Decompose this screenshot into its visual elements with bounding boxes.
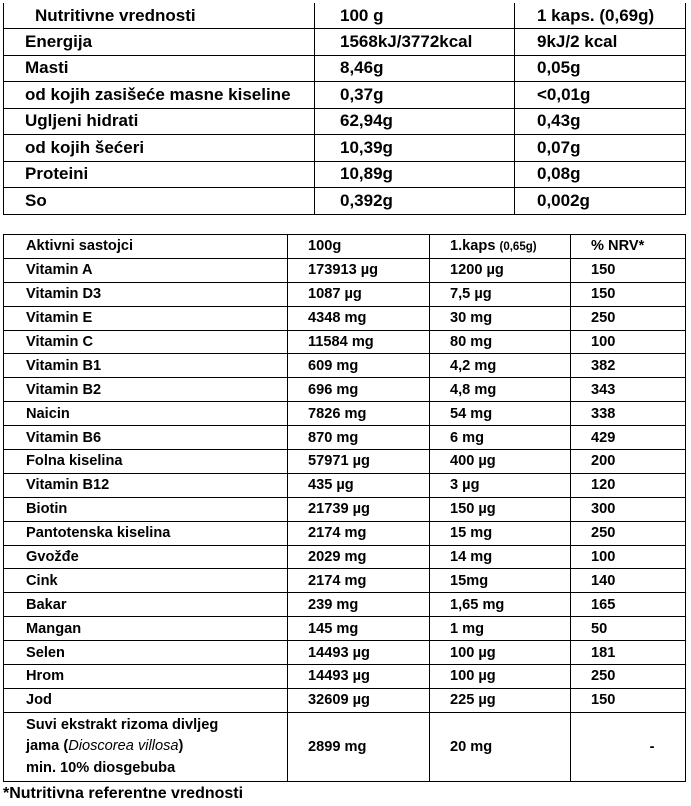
ingredient-nrv: 100 (571, 330, 686, 354)
extract-name-line3: min. 10% diosgebuba (26, 759, 176, 776)
nutrition-row (4, 188, 686, 215)
extract-per-capsule: 20 mg (430, 712, 571, 781)
ingredient-per-capsule: 4,2 mg (430, 354, 571, 378)
ingredient-name: Biotin (4, 497, 288, 521)
nutrition-row (4, 29, 686, 56)
ingredient-name: Vitamin A (4, 258, 288, 282)
ingredient-per-capsule: 100 µg (430, 641, 571, 665)
ingredient-nrv: 150 (571, 258, 686, 282)
ingredient-nrv: 50 (571, 617, 686, 641)
ingredient-per100: 870 mg (288, 426, 430, 450)
nutrient-per-capsule: <0,01g (515, 82, 686, 109)
active-row (4, 378, 686, 402)
ingredient-per100: 435 µg (288, 473, 430, 497)
ingredient-name: Vitamin C (4, 330, 288, 354)
ingredient-name: Vitamin B2 (4, 378, 288, 402)
ingredient-name: Pantotenska kiselina (4, 521, 288, 545)
active-row-extract (4, 712, 686, 781)
ingredient-nrv: 200 (571, 450, 686, 474)
ingredient-per-capsule: 6 mg (430, 426, 571, 450)
nutrient-per100: 62,94g (315, 108, 515, 135)
ingredient-per100: 14493 µg (288, 665, 430, 689)
ingredient-per100: 239 mg (288, 593, 430, 617)
nutrient-per-capsule: 0,07g (515, 135, 686, 162)
ingredient-nrv: 250 (571, 306, 686, 330)
active-row (4, 569, 686, 593)
ingredient-name: Naicin (4, 402, 288, 426)
nutrient-per-capsule: 0,05g (515, 55, 686, 82)
active-row (4, 593, 686, 617)
ingredient-name: Hrom (4, 665, 288, 689)
nutrient-name: Proteini (4, 161, 315, 188)
active-row (4, 258, 686, 282)
active-row (4, 402, 686, 426)
ingredient-per-capsule: 7,5 µg (430, 282, 571, 306)
active-row (4, 473, 686, 497)
nutrition-row (4, 55, 686, 82)
ingredient-nrv: 165 (571, 593, 686, 617)
extract-name-cell (4, 712, 288, 781)
nutrient-per100: 8,46g (315, 55, 515, 82)
ingredient-per-capsule: 4,8 mg (430, 378, 571, 402)
nutrient-per100: 1568kJ/3772kcal (315, 29, 515, 56)
ingredient-per-capsule: 100 µg (430, 665, 571, 689)
ingredient-per-capsule: 15 mg (430, 521, 571, 545)
nrv-footnote: *Nutritivna referentne vrednosti (3, 785, 244, 802)
nutrient-per100: 10,39g (315, 135, 515, 162)
ingredient-name: Bakar (4, 593, 288, 617)
active-row (4, 282, 686, 306)
ingredient-name: Vitamin B1 (4, 354, 288, 378)
ingredient-nrv: 140 (571, 569, 686, 593)
ingredient-per100: 57971 µg (288, 450, 430, 474)
nutrition-row (4, 108, 686, 135)
nutrient-per-capsule: 0,43g (515, 108, 686, 135)
ingredient-name: Gvožđe (4, 545, 288, 569)
active-header-name: Aktivni sastojci (4, 235, 288, 259)
ingredient-name: Vitamin E (4, 306, 288, 330)
nutrition-row (4, 161, 686, 188)
nutrient-per100: 0,392g (315, 188, 515, 215)
ingredient-per-capsule: 150 µg (430, 497, 571, 521)
ingredient-per-capsule: 1,65 mg (430, 593, 571, 617)
active-header-row (4, 235, 686, 259)
ingredient-nrv: 300 (571, 497, 686, 521)
ingredient-per100: 2029 mg (288, 545, 430, 569)
active-row (4, 641, 686, 665)
ingredient-nrv: 429 (571, 426, 686, 450)
ingredient-per100: 7826 mg (288, 402, 430, 426)
ingredient-per100: 2174 mg (288, 521, 430, 545)
ingredient-name: Vitamin D3 (4, 282, 288, 306)
nutrient-name: So (4, 188, 315, 215)
nutrition-header-per-capsule: 1 kaps. (0,69g) (515, 3, 686, 29)
ingredient-per100: 1087 µg (288, 282, 430, 306)
ingredient-per100: 32609 µg (288, 688, 430, 712)
active-header-per100: 100g (288, 235, 430, 259)
active-row (4, 497, 686, 521)
ingredient-per-capsule: 15mg (430, 569, 571, 593)
ingredient-nrv: 343 (571, 378, 686, 402)
ingredient-nrv: 150 (571, 282, 686, 306)
nutrient-name: od kojih šećeri (4, 135, 315, 162)
nutrition-header-per100: 100 g (315, 3, 515, 29)
nutrient-per-capsule: 0,002g (515, 188, 686, 215)
ingredient-name: Folna kiselina (4, 450, 288, 474)
ingredient-nrv: 250 (571, 665, 686, 689)
active-header-nrv: % NRV* (571, 235, 686, 259)
ingredient-nrv: 120 (571, 473, 686, 497)
nutrition-row (4, 82, 686, 109)
active-row (4, 330, 686, 354)
nutrient-name: Energija (4, 29, 315, 56)
nutrient-per-capsule: 9kJ/2 kcal (515, 29, 686, 56)
nutrition-header-name: Nutritivne vrednosti (4, 3, 315, 29)
active-row (4, 521, 686, 545)
active-row (4, 545, 686, 569)
ingredient-per-capsule: 14 mg (430, 545, 571, 569)
ingredient-per100: 2174 mg (288, 569, 430, 593)
ingredient-per-capsule: 80 mg (430, 330, 571, 354)
nutrient-per-capsule: 0,08g (515, 161, 686, 188)
ingredient-per100: 14493 µg (288, 641, 430, 665)
ingredient-nrv: 382 (571, 354, 686, 378)
ingredient-name: Vitamin B12 (4, 473, 288, 497)
active-row (4, 426, 686, 450)
ingredient-per-capsule: 1200 µg (430, 258, 571, 282)
active-row (4, 354, 686, 378)
nutrient-per100: 0,37g (315, 82, 515, 109)
ingredient-per100: 4348 mg (288, 306, 430, 330)
active-row (4, 450, 686, 474)
active-ingredients-table (3, 234, 686, 782)
nutrient-name: Ugljeni hidrati (4, 108, 315, 135)
ingredient-nrv: 338 (571, 402, 686, 426)
nutrient-name: Masti (4, 55, 315, 82)
extract-latin-name: Dioscorea villosa (68, 738, 179, 755)
nutrition-header-row (4, 3, 686, 29)
ingredient-name: Vitamin B6 (4, 426, 288, 450)
ingredient-per100: 609 mg (288, 354, 430, 378)
nutrition-row (4, 135, 686, 162)
ingredient-name: Cink (4, 569, 288, 593)
ingredient-per-capsule: 30 mg (430, 306, 571, 330)
ingredient-per-capsule: 1 mg (430, 617, 571, 641)
ingredient-per100: 145 mg (288, 617, 430, 641)
ingredient-per100: 11584 mg (288, 330, 430, 354)
ingredient-name: Mangan (4, 617, 288, 641)
active-row (4, 688, 686, 712)
ingredient-per-capsule: 54 mg (430, 402, 571, 426)
ingredient-per-capsule: 3 µg (430, 473, 571, 497)
ingredient-name: Selen (4, 641, 288, 665)
nutrient-per100: 10,89g (315, 161, 515, 188)
ingredient-name: Jod (4, 688, 288, 712)
nutrition-table (3, 3, 686, 215)
extract-name-line1: Suvi ekstrakt rizoma divljeg (26, 716, 219, 733)
ingredient-per-capsule: 400 µg (430, 450, 571, 474)
ingredient-nrv: 250 (571, 521, 686, 545)
ingredient-per100: 696 mg (288, 378, 430, 402)
ingredient-nrv: 100 (571, 545, 686, 569)
ingredient-per-capsule: 225 µg (430, 688, 571, 712)
ingredient-per100: 173913 µg (288, 258, 430, 282)
ingredient-nrv: 181 (571, 641, 686, 665)
active-row (4, 665, 686, 689)
extract-nrv: - (571, 712, 686, 781)
active-header-per-capsule: 1.kaps (0,65g) (430, 235, 571, 259)
active-row (4, 306, 686, 330)
extract-name-line2: jama (Dioscorea villosa) (26, 738, 184, 755)
ingredient-nrv: 150 (571, 688, 686, 712)
active-row (4, 617, 686, 641)
ingredient-per100: 21739 µg (288, 497, 430, 521)
extract-per100: 2899 mg (288, 712, 430, 781)
nutrient-name: od kojih zasišeće masne kiseline (4, 82, 315, 109)
